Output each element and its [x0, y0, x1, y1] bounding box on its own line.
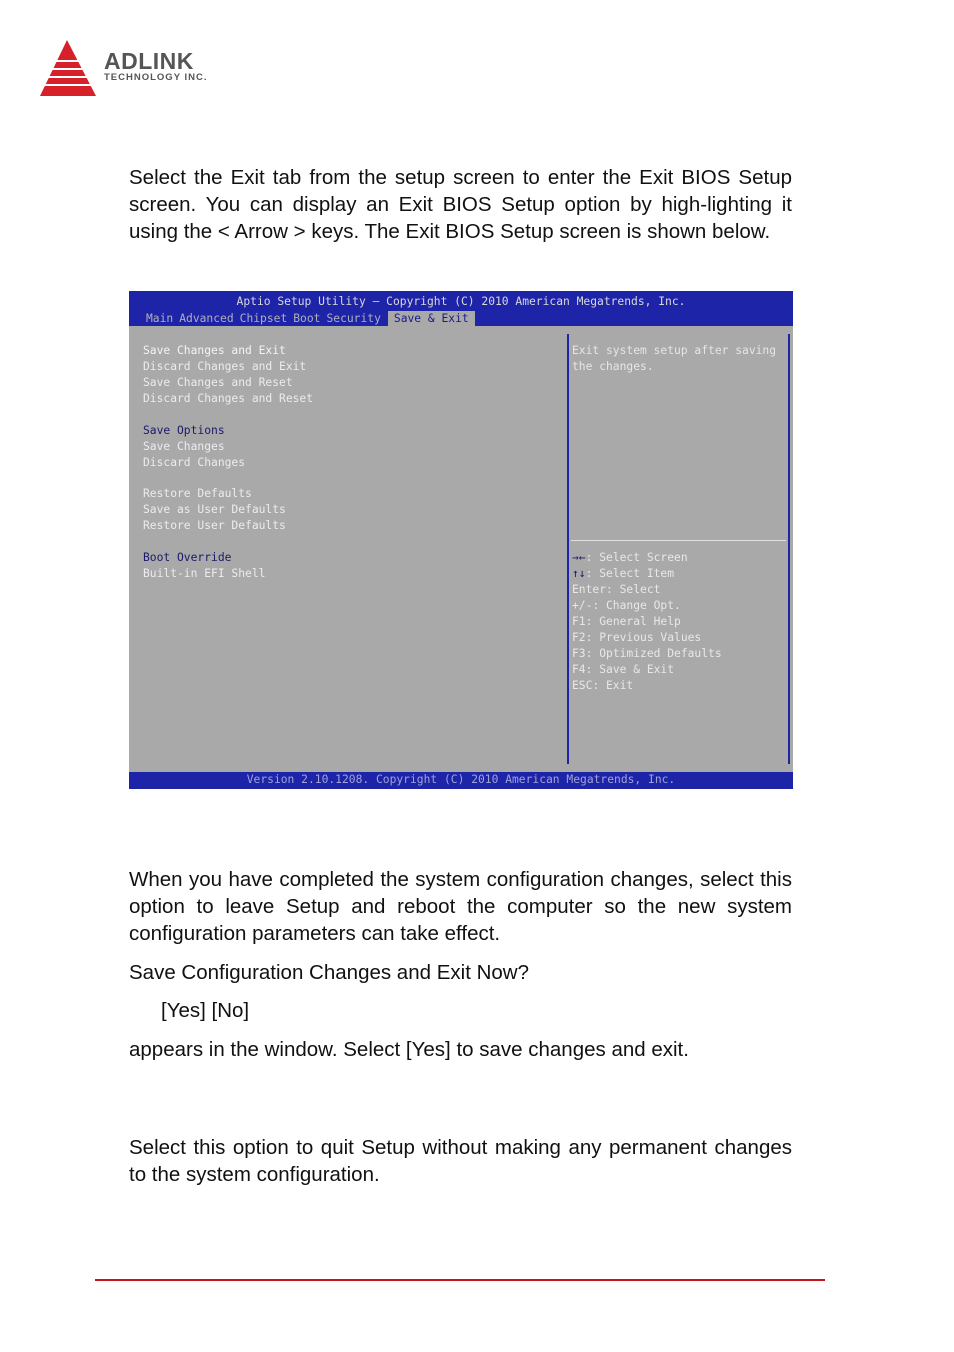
menu-built-in-efi-shell[interactable]: Built-in EFI Shell [143, 567, 266, 580]
tab-advanced[interactable]: Advanced [179, 312, 234, 325]
tab-main[interactable]: Main [146, 312, 174, 325]
menu-restore-defaults[interactable]: Restore Defaults [143, 487, 252, 500]
menu-discard-changes[interactable]: Discard Changes [143, 456, 246, 469]
tab-boot[interactable]: Boot [293, 312, 321, 325]
menu-discard-changes-and-reset[interactable]: Discard Changes and Reset [143, 392, 314, 405]
tab-chipset[interactable]: Chipset [239, 312, 288, 325]
logo-subtitle: TECHNOLOGY INC. [104, 72, 208, 83]
section-boot-override: Boot Override [143, 551, 232, 564]
help-text-line-1: Exit system setup after saving [572, 344, 777, 357]
menu-restore-user-defaults[interactable]: Restore User Defaults [143, 519, 286, 532]
intro-paragraph: Select the Exit tab from the setup screen to enter the Exit BIOS Setup screen. You can display an Exit BIOS Setup option by high-lighting it using the < Arrow > keys. The Exit BIOS Setup screen is shown below. [129, 166, 792, 243]
adlink-logo [38, 38, 238, 100]
save-exit-prompt: Save Configuration Changes and Exit Now? [129, 961, 529, 984]
logo-brand: ADLINK [104, 48, 194, 74]
key-legend-item: Enter: Select [572, 583, 661, 596]
adlink-triangle-icon [38, 38, 102, 98]
section-save-options: Save Options [143, 424, 225, 437]
discard-exit-description: Select this option to quit Setup without making any permanent changes to the system configuration. [129, 1136, 792, 1186]
key-legend-item: →←: Select Screen [572, 551, 688, 564]
bios-pane-divider [567, 334, 569, 764]
key-legend-item: F2: Previous Values [572, 631, 702, 644]
key-legend-item: F3: Optimized Defaults [572, 647, 722, 660]
bios-footer-text: Version 2.10.1208. Copyright (C) 2010 American Megatrends, Inc. [246, 773, 676, 786]
menu-save-changes-and-reset[interactable]: Save Changes and Reset [143, 376, 293, 389]
key-legend-item: ESC: Exit [572, 679, 634, 692]
key-legend-item: +/-: Change Opt. [572, 599, 681, 612]
save-exit-description: When you have completed the system configuration changes, select this option to leave Setup and reboot the computer so the new system configuration parameters can take effect. [129, 868, 792, 945]
help-text-line-2: the changes. [572, 360, 654, 373]
tab-security[interactable]: Security [326, 312, 381, 325]
menu-save-changes-and-exit[interactable]: Save Changes and Exit [143, 344, 286, 357]
save-exit-options: [Yes] [No] [161, 999, 250, 1022]
save-exit-note: appears in the window. Select [Yes] to save changes and exit. [129, 1038, 689, 1061]
bios-screenshot [129, 291, 793, 789]
help-separator [571, 540, 786, 541]
bios-tab-bar [143, 311, 475, 326]
menu-discard-changes-and-exit[interactable]: Discard Changes and Exit [143, 360, 307, 373]
footer-rule [95, 1279, 825, 1281]
bios-right-border [788, 334, 790, 764]
menu-save-changes[interactable]: Save Changes [143, 440, 225, 453]
key-legend-item: F4: Save & Exit [572, 663, 675, 676]
tab-save-exit[interactable]: Save & Exit [388, 311, 475, 326]
key-legend-item: F1: General Help [572, 615, 681, 628]
key-legend-item: ↑↓: Select Item [572, 567, 675, 580]
bios-title: Aptio Setup Utility – Copyright (C) 2010 American Megatrends, Inc. [236, 295, 686, 308]
menu-save-as-user-defaults[interactable]: Save as User Defaults [143, 503, 286, 516]
